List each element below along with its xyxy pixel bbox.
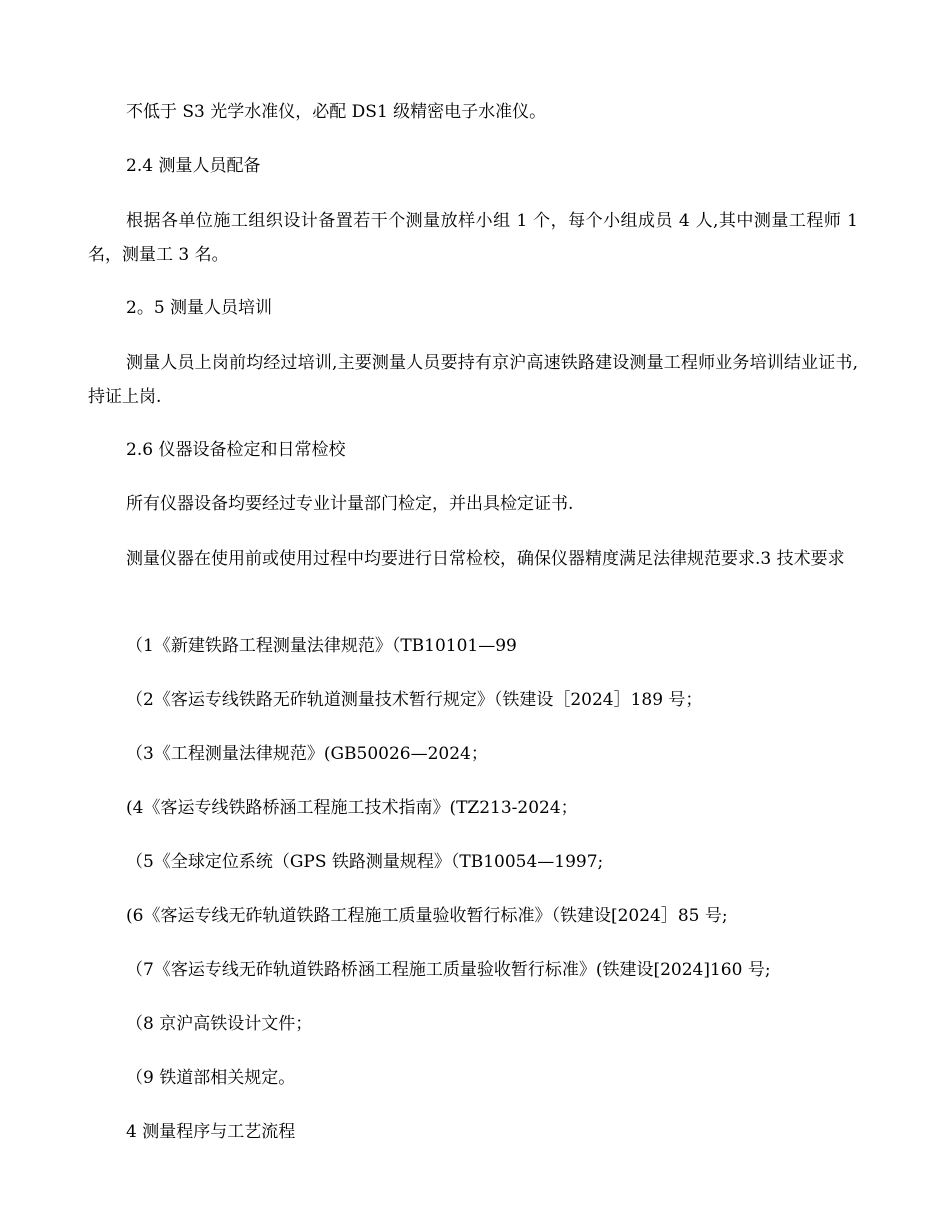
section-heading-2-5: 2。5 测量人员培训	[126, 298, 273, 318]
reference-item-5: （5《全球定位系统（GPS 铁路测量规程》（TB10054—1997;	[126, 852, 604, 872]
reference-item-2: （2《客运专线铁路无砟轨道测量技术暂行规定》（铁建设［2024］189 号；	[126, 690, 703, 710]
reference-item-1: （1《新建铁路工程测量法律规范》（TB10101—99	[126, 636, 517, 656]
text-line-calibration: 所有仪器设备均要经过专业计量部门检定，并出具检定证书.	[126, 494, 574, 514]
section-heading-2-4: 2.4 测量人员配备	[126, 156, 261, 176]
reference-item-3: （3《工程测量法律规范》(GB50026—2024；	[126, 744, 488, 764]
section-heading-4: 4 测量程序与工艺流程	[126, 1122, 296, 1142]
reference-item-8: （8 京沪高铁设计文件；	[126, 1014, 313, 1034]
reference-item-9: （9 铁道部相关规定。	[126, 1068, 296, 1088]
text-line-1: 不低于 S3 光学水准仪，必配 DS1 级精密电子水准仪。	[126, 102, 547, 122]
reference-item-4: (4《客运专线铁路桥涵工程施工技术指南》(TZ213-2024；	[126, 798, 578, 818]
paragraph-staffing: 根据各单位施工组织设计备置若干个测量放样小组 1 个，每个小组成员 4 人,其中测量工程师 1 名，测量工 3 名。	[88, 211, 858, 265]
paragraph-daily-check: 测量仪器在使用前或使用过程中均要进行日常检校，确保仪器精度满足法律规范要求.3 技术要求	[126, 549, 845, 569]
reference-item-7: （7《客运专线无砟轨道铁路桥涵工程施工质量验收暂行标准》(铁建设[2024]160 号;	[126, 960, 771, 980]
section-heading-2-6: 2.6 仪器设备检定和日常检校	[126, 440, 346, 460]
paragraph-training: 测量人员上岗前均经过培训,主要测量人员要持有京沪高速铁路建设测量工程师业务培训结业证书,持证上岗.	[88, 353, 858, 407]
reference-item-6: (6《客运专线无砟轨道铁路工程施工质量验收暂行标准》（铁建设[2024］85 号;	[126, 906, 728, 926]
